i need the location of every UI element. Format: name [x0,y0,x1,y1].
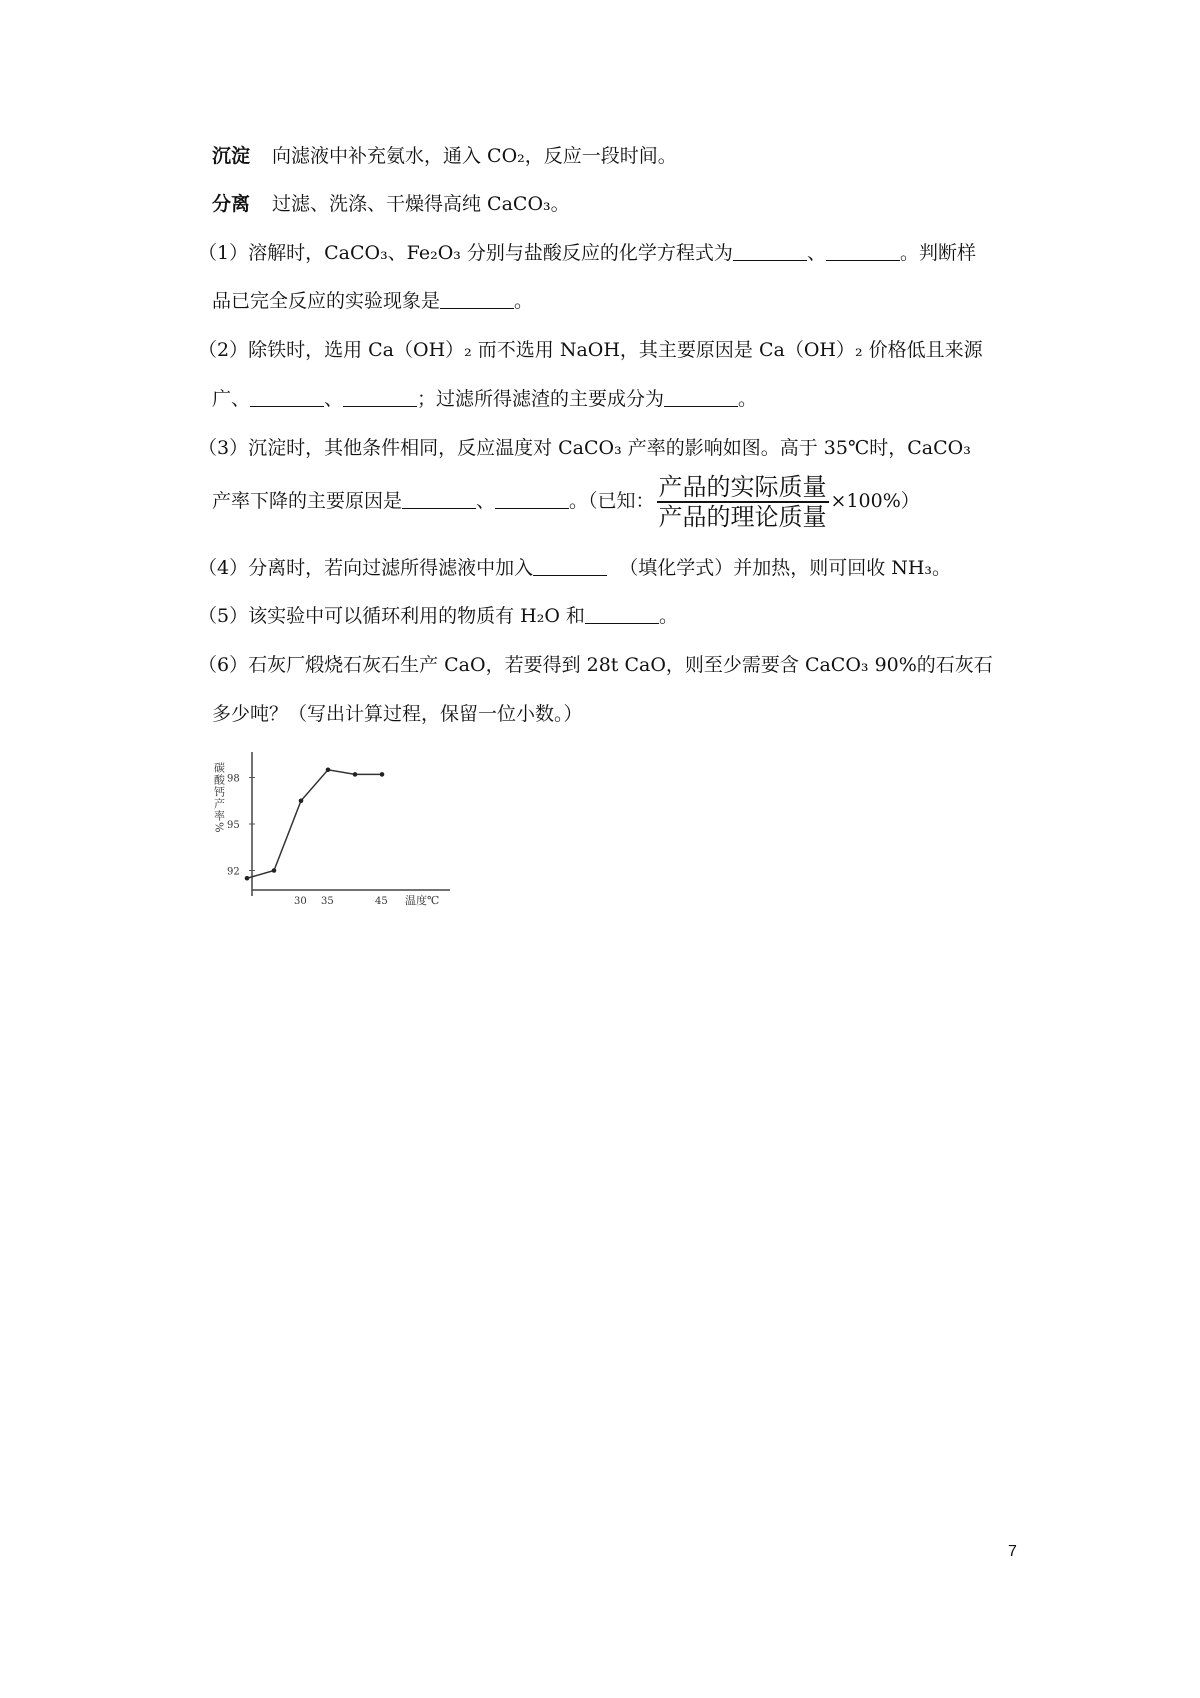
question-6-line-2 [212,701,583,727]
y-tick-label: 92 [227,866,240,878]
fraction-denominator: 产品的理论质量 [658,503,827,531]
x-tick-label: 35 [321,896,334,907]
q6-text-2: 多少吨？（写出计算过程，保留一位小数。） [212,703,583,725]
yield-formula-fraction [657,473,829,531]
answer-blank[interactable] [585,605,659,624]
q2-separator: 、 [324,388,344,410]
answer-blank[interactable] [402,490,476,509]
data-point [272,868,277,873]
question-2-line-2 [212,386,757,412]
page-number: 7 [1008,1543,1017,1560]
x-tick-label: 30 [294,896,307,907]
q3-text-start: 产率下降的主要原因是 [212,490,403,512]
separation-step [212,191,570,217]
q2-text-mid: ；过滤所得滤渣的主要成分为 [417,388,665,410]
q4-text-end: （填化学式）并加热，则可回收 NH₃。 [619,557,952,579]
answer-blank[interactable] [733,242,807,261]
y-axis-label: 碳酸钙产率% [212,762,226,834]
q1-text-2-end: 。 [514,290,534,312]
q1-separator: 、 [806,242,826,264]
fraction-numerator: 产品的实际质量 [658,473,827,501]
separation-text: 过滤、洗涤、干燥得高纯 CaCO₃。 [272,193,570,215]
yield-temperature-chart [205,748,465,908]
precipitation-title: 沉淀 [212,145,251,167]
q2-text-end: 。 [738,388,758,410]
q3-text: （3）沉淀时，其他条件相同，反应温度对 CaCO₃ 产率的影响如图。高于 35℃时，CaCO₃ [198,437,971,459]
answer-blank[interactable] [250,388,324,407]
y-tick-label: 98 [227,773,240,785]
separation-title: 分离 [212,193,251,215]
q4-text-start: （4）分离时，若向过滤所得滤液中加入 [198,557,534,579]
data-point [245,876,250,881]
data-point [380,772,385,777]
question-3-line-1 [198,435,971,461]
answer-blank[interactable] [343,388,417,407]
question-4 [198,555,951,581]
question-3-line-2 [212,473,920,531]
q3-separator: 、 [476,490,496,512]
answer-blank[interactable] [664,388,738,407]
answer-blank[interactable] [495,490,569,509]
q6-text: （6）石灰厂煅烧石灰石生产 CaO，若要得到 28t CaO，则至少需要含 CaCO₃ 90%的石灰石 [198,654,993,676]
data-point [353,772,358,777]
data-point [326,767,331,772]
q1-text-2: 品已完全反应的实验现象是 [212,290,441,312]
question-5 [198,603,678,629]
x-tick-label: 45 [375,896,388,907]
question-1-line-2 [212,288,533,314]
yield-series-line [247,770,382,879]
data-point [299,798,304,803]
q3-text-mid: 。（已知： [569,490,655,512]
answer-blank[interactable] [440,290,514,309]
answer-blank[interactable] [533,557,607,576]
precipitation-text: 向滤液中补充氨水，通入 CO₂，反应一段时间。 [272,145,677,167]
q5-text-end: 。 [658,605,678,627]
q2-text-start: 广、 [212,388,251,410]
precipitation-step [212,143,677,169]
q1-text-end: 。判断样 [899,242,976,264]
x-axis-label: 温度℃ [405,894,440,907]
q1-text: （1）溶解时，CaCO₃、Fe₂O₃ 分别与盐酸反应的化学方程式为 [198,242,733,264]
question-2-line-1 [198,337,983,363]
answer-blank[interactable] [826,242,900,261]
question-6-line-1 [198,652,993,678]
q2-text: （2）除铁时，选用 Ca（OH）₂ 而不选用 NaOH，其主要原因是 Ca（OH）₂ 价格低且来源 [198,339,983,361]
y-tick-label: 95 [227,820,240,831]
q5-text-start: （5）该实验中可以循环利用的物质有 H₂O 和 [198,605,585,627]
q3-text-end: ×100%） [830,490,920,512]
question-1-line-1 [198,240,976,266]
